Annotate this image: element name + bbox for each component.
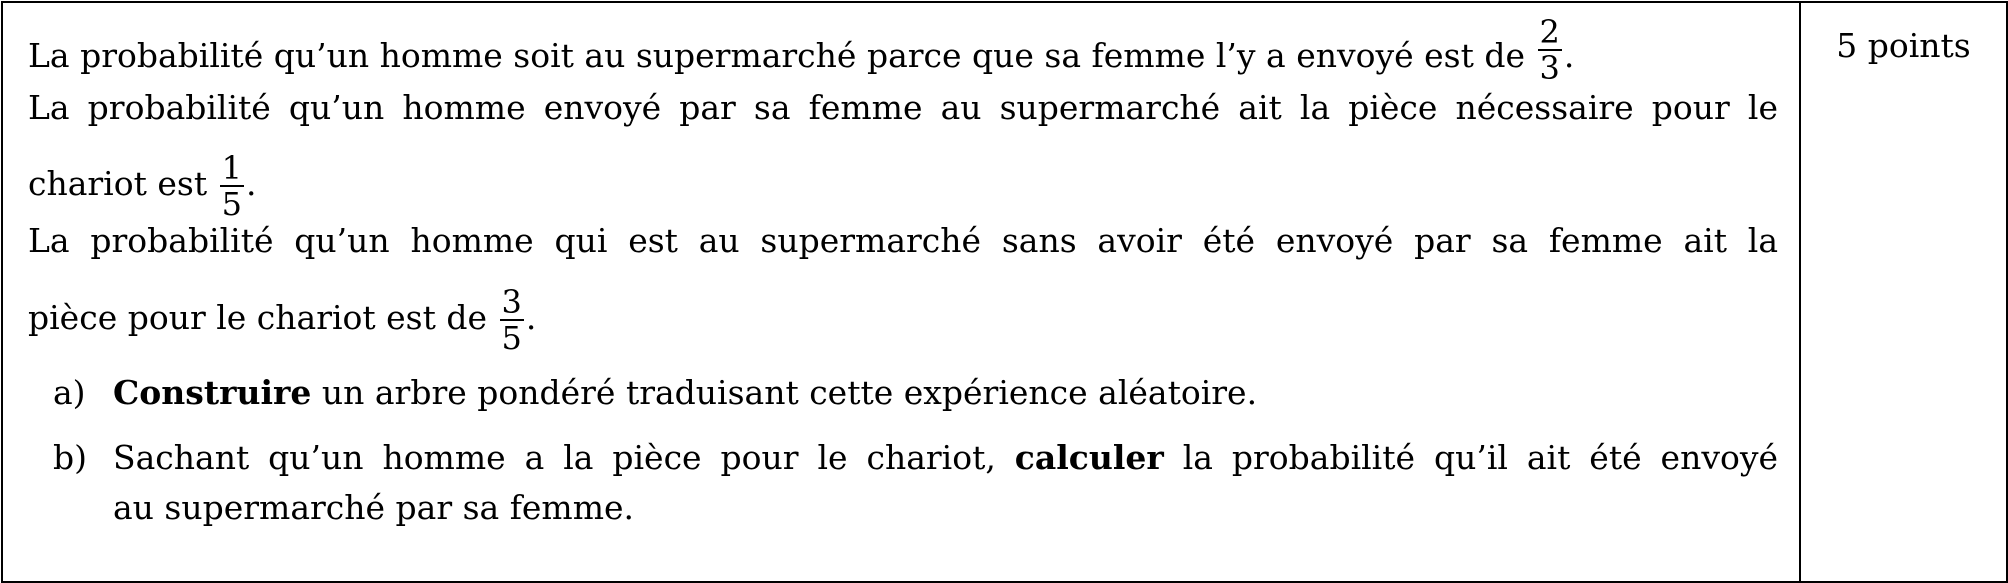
period: . [245,164,257,203]
paragraph-2-text: chariot est [28,164,208,203]
period: . [1563,36,1575,75]
question-verb: Construire [113,373,312,412]
question-pre: Sachant qu’un homme a la pièce pour le chariot, [113,438,1015,477]
question-post: la probabilité qu’il ait été envoyé [1163,438,1779,477]
fraction-1-5 [220,151,244,221]
question-text-line-1 [113,433,1778,483]
fraction-numerator: 2 [1539,13,1560,51]
exercise-box [1,1,2008,583]
fraction-denominator: 5 [501,319,522,357]
fraction-numerator: 3 [501,283,522,321]
paragraph-3-text: pièce pour le chariot est de [28,298,488,337]
question-label: b) [53,438,87,477]
paragraph-1 [28,13,1575,87]
column-divider [1799,3,1801,581]
fraction-3-5 [500,285,524,355]
fraction-denominator: 5 [221,185,242,223]
paragraph-3-line-1: La probabilité qu’un homme qui est au supermarché sans avoir été envoyé par sa femme ait la [28,221,1778,260]
paragraph-2-line-2 [28,149,257,223]
question-label: a) [53,373,86,412]
question-text [113,368,1778,418]
period: . [525,298,537,337]
paragraph-1-text: La probabilité qu’un homme soit au supermarché parce que sa femme l’y a envoyé est de [28,36,1526,75]
paragraph-2-line-1: La probabilité qu’un homme envoyé par sa femme au supermarché ait la pièce nécessaire pour le [28,88,1778,127]
fraction-denominator: 3 [1539,49,1560,87]
fraction-2-3 [1538,15,1562,85]
question-verb: calculer [1014,438,1164,477]
fraction-numerator: 1 [221,149,242,187]
points-label: 5 points [1836,26,1971,65]
question-rest: un arbre pondéré traduisant cette expérience aléatoire. [311,373,1258,412]
paragraph-3-line-2 [28,283,537,357]
question-text-line-2: au supermarché par sa femme. [113,488,635,527]
